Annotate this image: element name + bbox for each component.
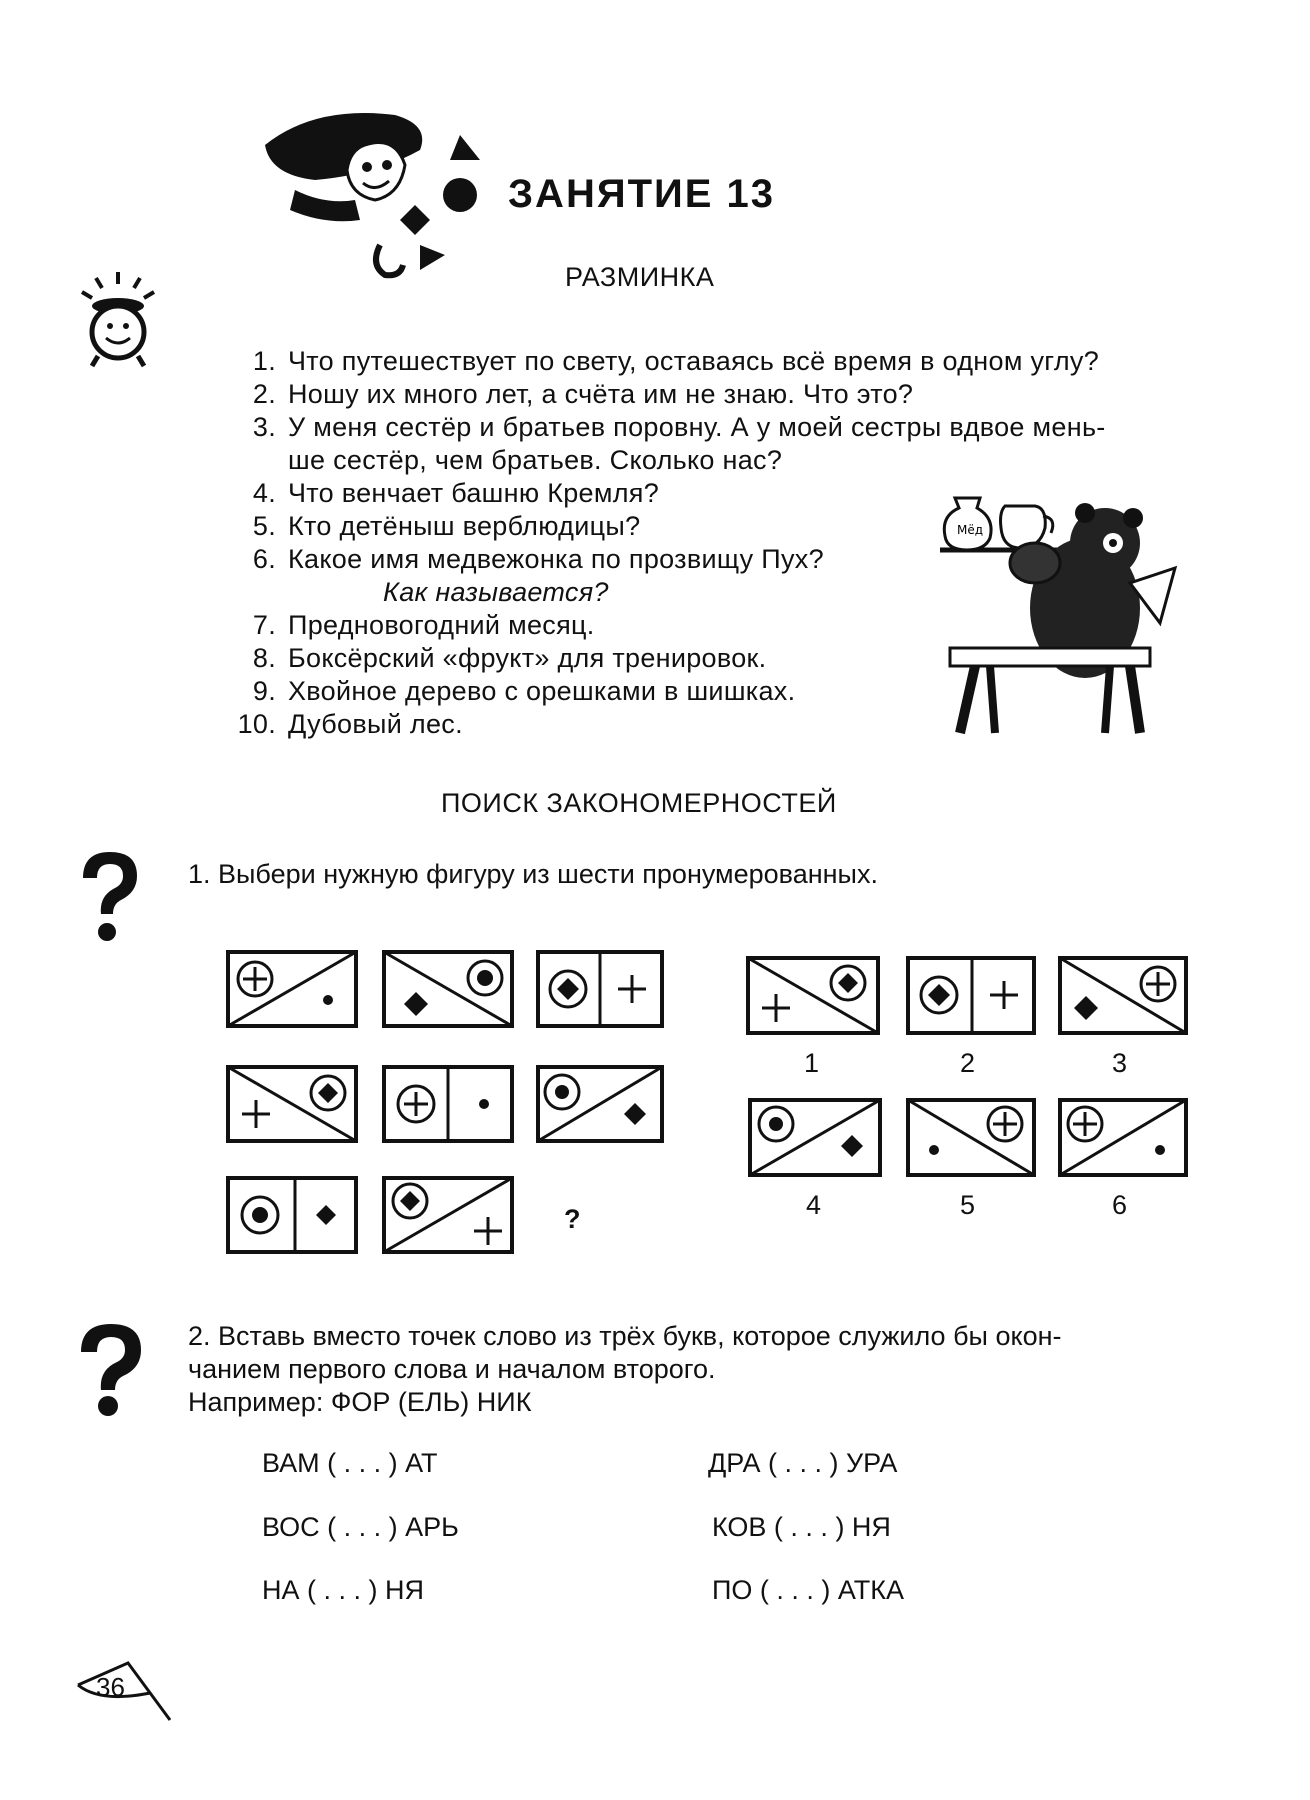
task2-example: Например: ФОР (ЕЛЬ) НИК [188, 1387, 532, 1417]
word-puzzle[interactable]: НА ( . . . ) НЯ [262, 1575, 424, 1605]
answer-label: 3 [1112, 1048, 1128, 1078]
answer-option-1[interactable] [748, 958, 878, 1033]
warmup-heading: РАЗМИНКА [565, 262, 715, 292]
word-puzzle[interactable]: КОВ ( . . . ) НЯ [712, 1512, 891, 1542]
answer-option-5[interactable] [908, 1100, 1034, 1175]
list-item: 7. Предновогодний месяц. [252, 610, 595, 640]
answer-option-2[interactable] [908, 958, 1034, 1033]
list-item: 2. Ношу их много лет, а счёта им не знаю. Что это? [252, 379, 914, 409]
answer-option-6[interactable] [1060, 1100, 1186, 1175]
list-item-note: Как называется? [383, 577, 609, 607]
list-item: 9. Хвойное дерево с орешками в шишках. [252, 676, 796, 706]
list-item: 1. Что путешествует по свету, оставаясь всё время в одном углу? [252, 346, 1100, 376]
answer-label: 6 [1112, 1190, 1128, 1220]
lesson-title: ЗАНЯТИЕ 13 [508, 172, 776, 216]
answer-option-3[interactable] [1060, 958, 1186, 1033]
list-item: 5. Кто детёныш верблюдицы? [252, 511, 641, 541]
answer-label: 1 [804, 1048, 820, 1078]
answer-option-4[interactable] [750, 1100, 880, 1175]
list-item: 6. Какое имя медвежонка по прозвищу Пух? [252, 544, 824, 574]
page-flag-icon [70, 1655, 180, 1725]
answer-label: 2 [960, 1048, 976, 1078]
patterns-heading: ПОИСК ЗАКОНОМЕРНОСТЕЙ [441, 788, 837, 818]
question-mark-icon [75, 1322, 145, 1417]
task1-text: 1. Выбери нужную фигуру из шести пронумерованных. [188, 859, 878, 889]
list-item: 10. Дубовый лес. [237, 709, 463, 739]
task2-line2: чанием первого слова и началом второго. [188, 1354, 716, 1384]
list-item-continuation: ше сестёр, чем братьев. Сколько нас? [288, 445, 783, 475]
word-puzzle[interactable]: ПО ( . . . ) АТКА [712, 1575, 905, 1605]
list-item: 8. Боксёрский «фрукт» для тренировок. [252, 643, 767, 673]
word-puzzle[interactable]: ДРА ( . . . ) УРА [708, 1448, 898, 1478]
honey-jar-label: Мёд [957, 523, 984, 537]
missing-figure-mark: ? [564, 1204, 581, 1234]
word-puzzle[interactable]: ВОС ( . . . ) АРЬ [262, 1512, 459, 1542]
page-number: 36 [96, 1672, 125, 1702]
task2-line1: 2. Вставь вместо точек слово из трёх букв, которое служило бы окон- [188, 1321, 1062, 1351]
list-item: 4. Что венчает башню Кремля? [252, 478, 660, 508]
word-puzzle[interactable]: ВАМ ( . . . ) АТ [262, 1448, 438, 1478]
answer-label: 5 [960, 1190, 976, 1220]
list-item: 3. У меня сестёр и братьев поровну. А у моей сестры вдвое мень- [252, 412, 1106, 442]
answer-label: 4 [806, 1190, 822, 1220]
